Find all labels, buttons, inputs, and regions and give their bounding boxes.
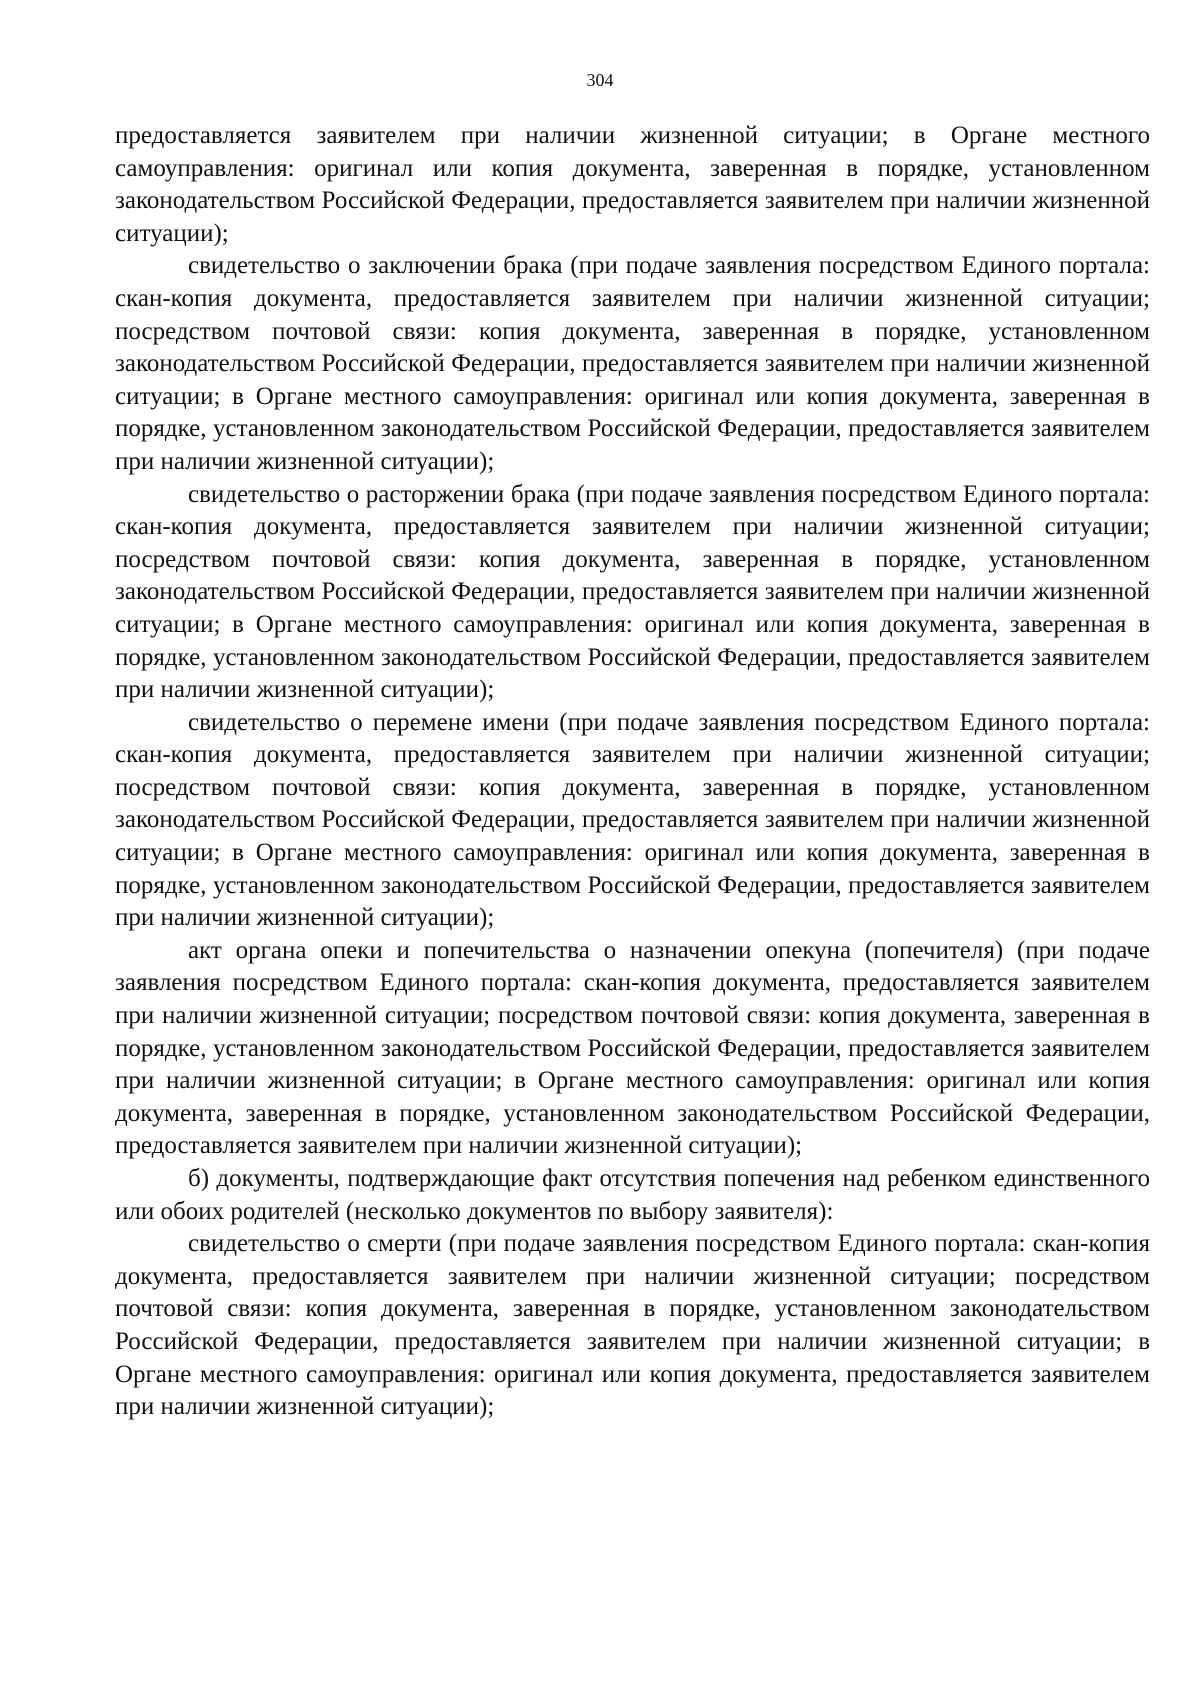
- page-number: 304: [586, 70, 614, 90]
- paragraph-divorce-certificate: свидетельство о расторжении брака (при подаче заявления посредством Единого портала: скан-копия документа, предоставляется заявителем при наличии жизненной ситуации; посредством почтовой связи: копия документа, заверенная в порядке, установленном законодательством Российской Федерации, предоставляется заявителем при наличии жизненной ситуации; в Органе местного самоуправления: оригинал или копия документа, заверенная в порядке, установленном законодательством Российской Федерации, предоставляется заявителем при наличии жизненной ситуации);: [115, 480, 1150, 704]
- paragraph-death-certificate: свидетельство о смерти (при подаче заявления посредством Единого портала: скан-копия документа, предоставляется заявителем при наличии жизненной ситуации; посредством почтовой связи: копия документа, заверенная в порядке, установленном законодательством Российской Федерации, предоставляется заявителем при наличии жизненной ситуации; в Органе местного самоуправления: оригинал или копия документа, предоставляется заявителем при наличии жизненной ситуации);: [115, 1230, 1150, 1421]
- paragraph-continuation: предоставляется заявителем при наличии жизненной ситуации; в Органе местного самоуправления: оригинал или копия документа, заверенная в порядке, установленном законодательством Российской Федерации, предоставляется заявителем при наличии жизненной ситуации);: [115, 122, 1150, 247]
- paragraph-guardianship-act: акт органа опеки и попечительства о назначении опекуна (попечителя) (при подаче заявления посредством Единого портала: скан-копия документа, предоставляется заявителем при наличии жизненной ситуации; посредством почтовой связи: копия документа, заверенная в порядке, установленном законодательством Российской Федерации, предоставляется заявителем при наличии жизненной ситуации; в Органе местного самоуправления: оригинал или копия документа, заверенная в порядке, установленном законодательством Российской Федерации, предоставляется заявителем при наличии жизненной ситуации);: [115, 936, 1150, 1160]
- paragraph-marriage-certificate: свидетельство о заключении брака (при подаче заявления посредством Единого портала: скан-копия документа, предоставляется заявителем при наличии жизненной ситуации; посредством почтовой связи: копия документа, заверенная в порядке, установленном законодательством Российской Федерации, предоставляется заявителем при наличии жизненной ситуации; в Органе местного самоуправления: оригинал или копия документа, заверенная в порядке, установленном законодательством Российской Федерации, предоставляется заявителем при наличии жизненной ситуации);: [115, 252, 1150, 475]
- paragraph-item-b: б) документы, подтверждающие факт отсутствия попечения над ребенком единственного или обоих родителей (несколько документов по выбору заявителя):: [115, 1165, 1150, 1225]
- paragraph-name-change-certificate: свидетельство о перемене имени (при подаче заявления посредством Единого портала: скан-копия документа, предоставляется заявителем при наличии жизненной ситуации; посредством почтовой связи: копия документа, заверенная в порядке, установленном законодательством Российской Федерации, предоставляется заявителем при наличии жизненной ситуации; в Органе местного самоуправления: оригинал или копия документа, заверенная в порядке, установленном законодательством Российской Федерации, предоставляется заявителем при наличии жизненной ситуации);: [115, 708, 1150, 932]
- document-body: [115, 120, 1150, 1424]
